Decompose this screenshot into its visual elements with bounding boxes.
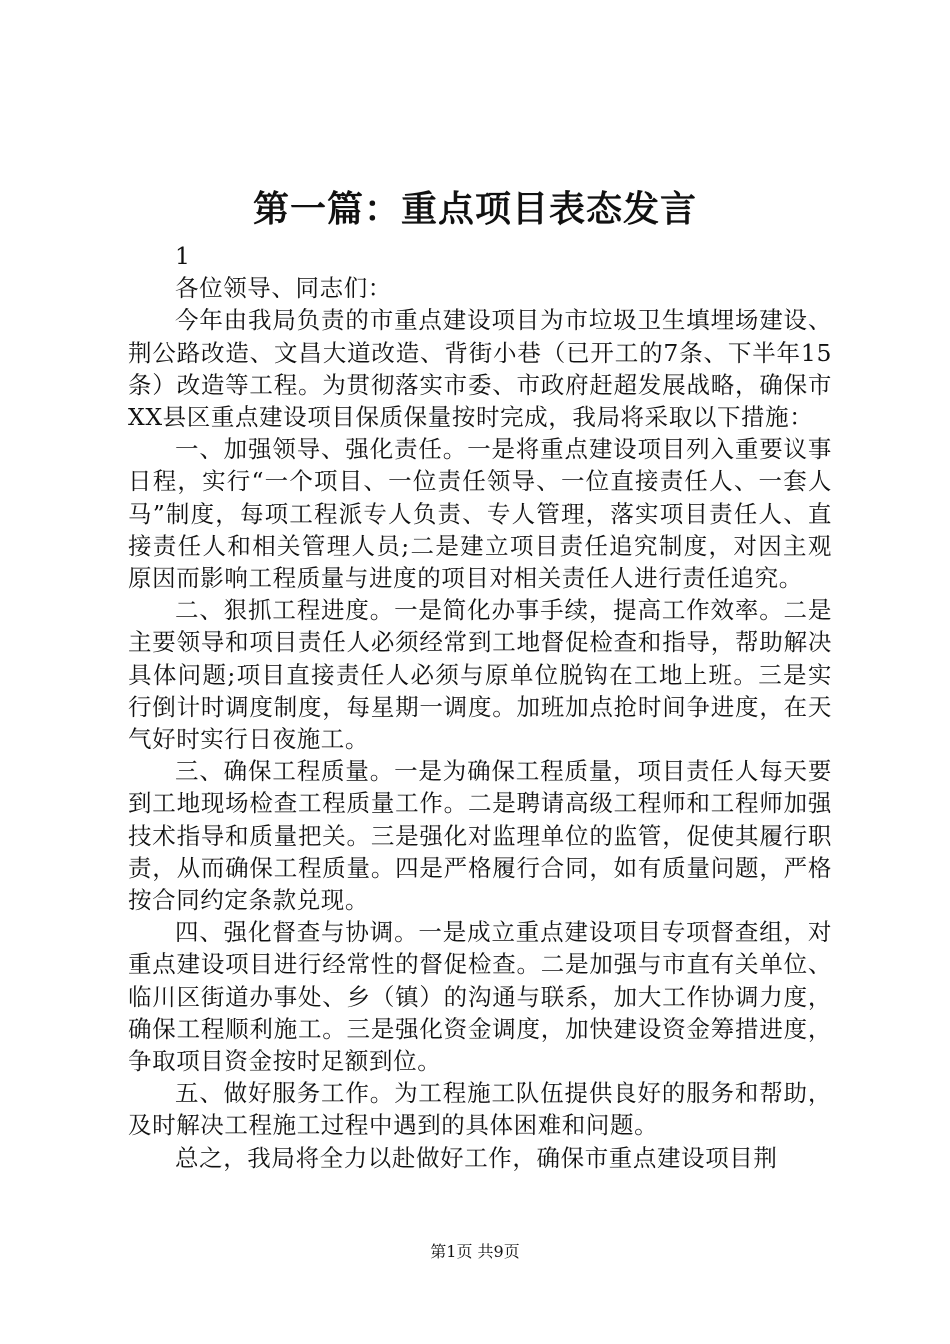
section-number: 1 [175, 242, 191, 270]
paragraph-greeting: 各位领导、同志们： [175, 274, 392, 303]
paragraph-measure-1: 一、加强领导、强化责任。一是将重点建设项目列入重要议事日程，实行“一个项目、一位责任领导、一位直接责任人、一套人马”制度，每项工程派专人负责、专人管理，落实项目责任人、直接责任人和相关管理人员;二是建立项目责任追究制度，对因主观原因而影响工程质量与进度的项目对相关责任人进行责任追究。 [128, 435, 832, 593]
paragraph-measure-4: 四、强化督查与协调。一是成立重点建设项目专项督查组，对重点建设项目进行经常性的督促检查。二是加强与市直有关单位、临川区街道办事处、乡（镇）的沟通与联系，加大工作协调力度，确保工程顺利施工。三是强化资金调度，加快建设资金筹措进度，争取项目资金按时足额到位。 [128, 918, 832, 1076]
page-footer: 第1页 共9页 [430, 1242, 520, 1261]
paragraph-measure-3: 三、确保工程质量。一是为确保工程质量，项目责任人每天要到工地现场检查工程质量工作。二是聘请高级工程师和工程师加强技术指导和质量把关。三是强化对监理单位的监管，促使其履行职责，从而确保工程质量。四是严格履行合同，如有质量问题，严格按合同约定条款兑现。 [128, 757, 832, 915]
paragraph-conclusion: 总之，我局将全力以赴做好工作，确保市重点建设项目荆 [175, 1143, 778, 1172]
document-title: 第一篇：重点项目表态发言 [252, 188, 697, 230]
document-body [128, 240, 832, 1174]
paragraph-intro: 今年由我局负责的市重点建设项目为市垃圾卫生填埋场建设、荆公路改造、文昌大道改造、背街小巷（已开工的7条、下半年15条）改造等工程。为贯彻落实市委、市政府赶超发展战略，确保市XX县区重点建设项目保质保量按时完成，我局将采取以下措施： [128, 306, 832, 432]
paragraph-measure-5: 五、做好服务工作。为工程施工队伍提供良好的服务和帮助，及时解决工程施工过程中遇到的具体困难和问题。 [128, 1079, 832, 1140]
paragraph-measure-2: 二、狠抓工程进度。一是简化办事手续，提高工作效率。二是主要领导和项目责任人必须经常到工地督促检查和指导，帮助解决具体问题;项目直接责任人必须与原单位脱钩在工地上班。三是实行倒计时调度制度，每星期一调度。加班加点抢时间争进度，在天气好时实行日夜施工。 [128, 596, 832, 754]
